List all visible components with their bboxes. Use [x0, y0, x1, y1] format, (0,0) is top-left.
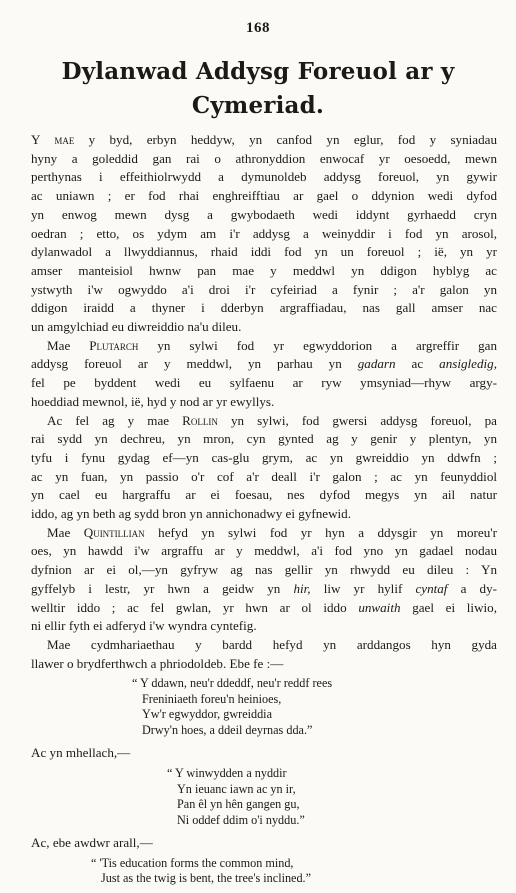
italic-word: ansigledig,	[439, 356, 497, 372]
paragraph-4	[31, 524, 497, 636]
lead-in-line: Ac, ebe awdwr arall,—	[31, 835, 153, 851]
lead-in-line: Ac yn mhellach,—	[31, 745, 131, 761]
text-line: dyfnion ar ei ol,—yn gyfryw ag nas gellir yn rhwydd eu dileu : Yn	[31, 562, 497, 578]
page-number: 168	[246, 20, 270, 36]
paragraph-2	[31, 337, 497, 412]
text-line: ac uniawn ; er fod rhai enghreifftiau ar gael o ddynion wedi dyfod	[31, 188, 497, 204]
text-line: Mae Plutarch yn sylwi fod yr egwyddorion a argreffir gan	[47, 337, 497, 353]
paragraph-5	[31, 636, 497, 673]
author-name: Quintillian	[83, 524, 145, 540]
italic-word: gadarn	[357, 356, 396, 372]
text-line: Ac fel ag y mae Rollin yn sylwi, fod gwersi addysg foreuol, pa	[47, 412, 497, 428]
italic-word: unwaith	[358, 599, 401, 615]
text-line: tyfu i fynu gydag ef—yn cas-glu grym, ac yn gwreiddio yn ddwfn ;	[31, 449, 497, 465]
verse-line: Yn ieuanc iawn ac yn ir,	[177, 781, 296, 796]
text-line: rai sydd yn dechreu, yn mron, cyn gynted ag y genir y plentyn, yn	[31, 431, 497, 447]
paragraph-1	[31, 131, 497, 337]
text-line: Y mae y byd, erbyn heddyw, yn canfod yn eglur, fod y syniadau	[31, 132, 497, 147]
paragraph-3	[31, 412, 497, 524]
text-line: amser manteisiol hwnw pan mae y meddwl yn ddigon hyblyg ac	[31, 262, 497, 278]
italic-word: cyntaf	[415, 580, 448, 596]
text-line: ddigon iraidd a thyner i dderbyn argraffiadau, nas gall amser nac	[31, 300, 497, 316]
verse-quotation-1	[31, 676, 497, 738]
text-line: yn enwog mewn dysg a gwybodaeth wedi iddynt gyrhaedd cryn	[31, 206, 497, 222]
verse-line: Just as the twig is bent, the tree's inclined.”	[101, 871, 312, 886]
verse-quotation-2	[31, 766, 497, 828]
text-line: oes, yn hawdd i'w argraffu ar y meddwl, a'i fod yno yn gadael nodau	[31, 543, 497, 559]
verse-line: “ Y ddawn, neu'r ddeddf, neu'r reddf rees	[132, 676, 333, 691]
text-line: welltir iddo ; ac fel gwlan, yr hwn ar ol iddo unwaith gael ei liwio,	[31, 599, 497, 615]
text-line: hyny a goleddid gan rai o athronyddion enwocaf yr oesoedd, mewn	[31, 150, 497, 166]
text-line: llawer o brydferthwch a phriodoldeb. Ebe fe :—	[31, 655, 284, 671]
text-line: ystwyth i'w ogwyddo a'i droi i'r cyfeiriad a fynir ; a'r galon yn	[31, 281, 497, 297]
text-line: ac yn fuan, yn passio o'r cof a'r deall i'r galon ; ac yn feunyddiol	[31, 468, 497, 484]
verse-line: “ Y winwydden a nyddir	[167, 766, 287, 781]
text-line: yn cael eu hargraffu ar ei foesau, nes dyfod megys yn ail natur	[31, 487, 497, 503]
text-line: Mae cydmhariaethau y bardd hefyd yn arddangos hyn gyda	[47, 636, 497, 652]
text-line: gyffelyb i lestr, yr hwn a geidw yn hir, liw yr hylif cyntaf a dy-	[31, 580, 497, 596]
opening-word: mae	[54, 132, 75, 147]
verse-line: Drwy'n hoes, a ddeil deyrnas dda.”	[142, 722, 313, 737]
text-line: Mae Quintillian hefyd yn sylwi fod yr hyn a ddysgir yn moreu'r	[47, 524, 497, 540]
text-line: oedran ; etto, os ydym am i'r addysg a weinyddir i fod yn arosol,	[31, 225, 497, 241]
verse-line: Yw'r egwyddor, gwreiddia	[142, 707, 272, 722]
italic-word: hir,	[293, 580, 311, 596]
text-line: hoeddiad mewnol, ië, hyd y nod ar yr ewyllys.	[31, 393, 275, 409]
text-line: iddo, ag yn beth ag sydd bron yn annichonadwy ei gyfnewid.	[31, 506, 352, 522]
text-line: ni ellir fyth ei adferyd i'w wyndra cyntefig.	[31, 618, 257, 634]
text-line: un amgylchiad eu diwreiddio na'u dileu.	[31, 319, 242, 335]
body-text	[31, 131, 497, 893]
author-name: Rollin	[182, 412, 218, 428]
text-line: addysg foreuol ar y meddwl, yn parhau yn gadarn ac ansigledig,	[31, 356, 497, 372]
drop-letter: Y	[31, 132, 40, 147]
text-line: fel pe byddent wedi eu sylfaenu ar ryw ymsyniad—rhyw argy-	[31, 375, 497, 391]
verse-quotation-3	[31, 856, 497, 887]
verse-line: “ 'Tis education forms the common mind,	[91, 855, 294, 870]
text-line: dylanwadol a llwyddiannus, rhaid iddi fod yn un foreuol ; ië, yn yr	[31, 244, 497, 260]
verse-line: Pan êl yn hên gangen gu,	[177, 797, 300, 812]
verse-line: Ni oddef ddim o'i nyddu.”	[177, 812, 305, 827]
verse-line: Freniniaeth foreu'n heinioes,	[142, 691, 282, 706]
author-name: Plutarch	[89, 337, 139, 353]
chapter-title-line-2: Cymeriad.	[191, 92, 325, 119]
chapter-title-line-1: Dylanwad Addysg Foreuol ar y	[61, 58, 455, 85]
text-line: perthynas i effeithiolrwydd a dymunoldeb addysg foreuol, yn gywir	[31, 169, 497, 185]
